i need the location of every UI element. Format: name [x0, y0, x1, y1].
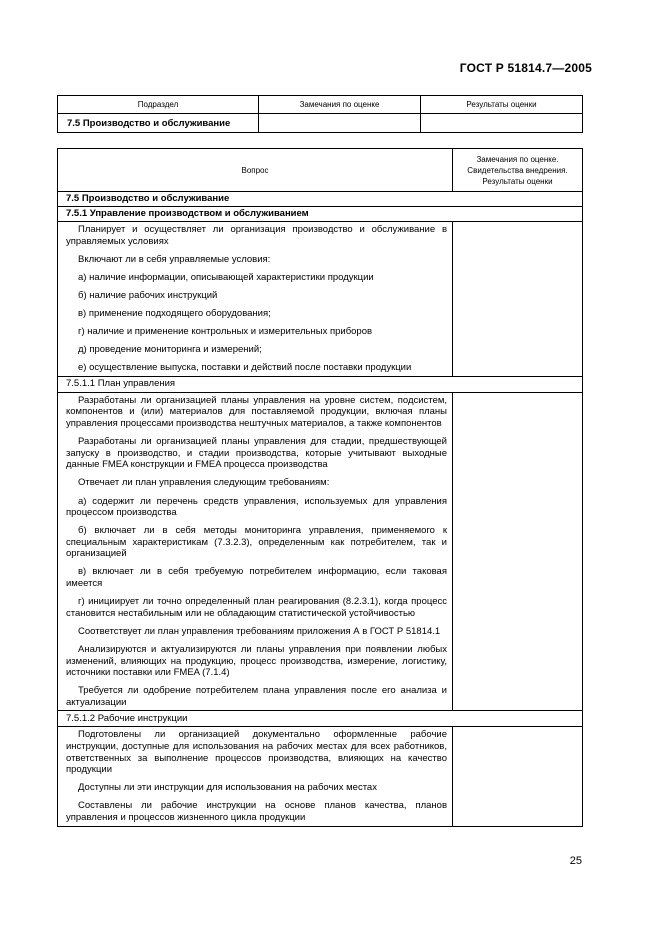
answer-cell [453, 392, 583, 711]
question-text: Составлены ли рабочие инструкции на основе планов качества, планов управления и процессов жизненного цикла продукции [66, 800, 447, 823]
question-text: Разработаны ли организацией планы управления для стадии, предшествующей запуску в производство, и стадии производства, которые учитывают выходные данные FMEA конструкции и FMEA процесса производства [66, 436, 447, 471]
question-text: б) наличие рабочих инструкций [78, 289, 218, 301]
question-text: Требуется ли одобрение потребителем плана управления после его анализа и актуализации [66, 685, 447, 708]
section-title: 7.5 Производство и обслуживание [58, 192, 583, 207]
item-row [58, 376, 583, 392]
question-text: Соответствует ли план управления требованиям приложения А в ГОСТ Р 51814.1 [78, 625, 441, 637]
header-results: Результаты оценки [421, 96, 583, 114]
subsection-title: 7.5.1 Управление производством и обслуживанием [58, 207, 583, 222]
subsection-table-row [58, 114, 583, 133]
subsection-cell: 7.5 Производство и обслуживание [58, 114, 259, 133]
answer-cell [453, 727, 583, 826]
page-number: 25 [569, 855, 582, 867]
question-block-row [58, 392, 583, 711]
header-remarks-evidence [453, 149, 583, 192]
item-7511-title: 7.5.1.1 План управления [58, 376, 583, 392]
question-block-2 [58, 392, 453, 711]
question-text: е) осуществление выпуска, поставки и действий после поставки продукции [78, 362, 412, 374]
item-7512-title: 7.5.1.2 Рабочие инструкции [58, 711, 583, 727]
question-block-row [58, 727, 583, 826]
question-text: б) включает ли в себя методы мониторинга управления, применяемого к специальным характеристикам (7.3.2.3), определенным как потребителем, так и организацией [66, 525, 447, 560]
question-text: г) наличие и применение контрольных и измерительных приборов [78, 326, 373, 338]
results-cell [421, 114, 583, 133]
remarks-cell [259, 114, 421, 133]
section-row [58, 192, 583, 207]
subsection-row [58, 207, 583, 222]
header-remarks-line1: Замечания по оценке. [476, 154, 559, 164]
answer-cell [453, 222, 583, 377]
header-remarks-line3: Результаты оценки [482, 176, 553, 186]
question-text: Анализируются и актуализируются ли планы управления при появлении любых изменений, влияющих на продукцию, процесс производства, измерение, логистику, источники поставки или FMEA (7.1.4) [66, 643, 447, 679]
document-code: ГОСТ Р 51814.7—2005 [459, 61, 592, 75]
question-block-row [58, 222, 583, 377]
question-text: а) наличие информации, описывающей характеристики продукции [78, 271, 374, 283]
question-text: д) проведение мониторинга и измерений; [78, 344, 262, 356]
subsection-table [57, 95, 583, 133]
question-text: Отвечает ли план управления следующим требованиям: [78, 477, 330, 489]
question-block-1 [58, 222, 453, 377]
header-subsection: Подраздел [58, 96, 259, 114]
question-text: Подготовлены ли организацией документально оформленные рабочие инструкции, доступные для использования на рабочих местах для всех работников, ответственных за выполнение процессов производства, влияющих на качество продукции [66, 729, 447, 776]
question-text: в) включает ли в себя требуемую потребителем информацию, если таковая имеется [66, 566, 447, 590]
question-text: г) инициирует ли точно определенный план реагирования (8.2.3.1), когда процесс становится нестабильным или не обладающим статистической устойчивостью [66, 596, 447, 619]
header-remarks-line2: Свидетельства внедрения. [467, 165, 568, 175]
subsection-table-header [58, 96, 583, 114]
questions-table-header [58, 149, 583, 192]
header-remarks: Замечания по оценке [259, 96, 421, 114]
header-question: Вопрос [58, 149, 453, 192]
questions-table [57, 148, 583, 827]
question-text: Доступны ли эти инструкции для использования на рабочих местах [78, 782, 377, 794]
question-text: в) применение подходящего оборудования; [78, 307, 271, 319]
question-text: Включают ли в себя управляемые условия: [78, 253, 271, 265]
question-text: а) содержит ли перечень средств управления, используемых для управления процессом производства [66, 495, 447, 519]
question-text: Планирует и осуществляет ли организация производство и обслуживание в управляемых условиях [66, 224, 447, 247]
item-row [58, 711, 583, 727]
question-block-3 [58, 727, 453, 826]
question-text: Разработаны ли организацией планы управления на уровне систем, подсистем, компонентов и (или) материалов для поставляемой продукции, включая планы управления процессами производства нештучных материалов, а также компонентов [66, 394, 447, 430]
